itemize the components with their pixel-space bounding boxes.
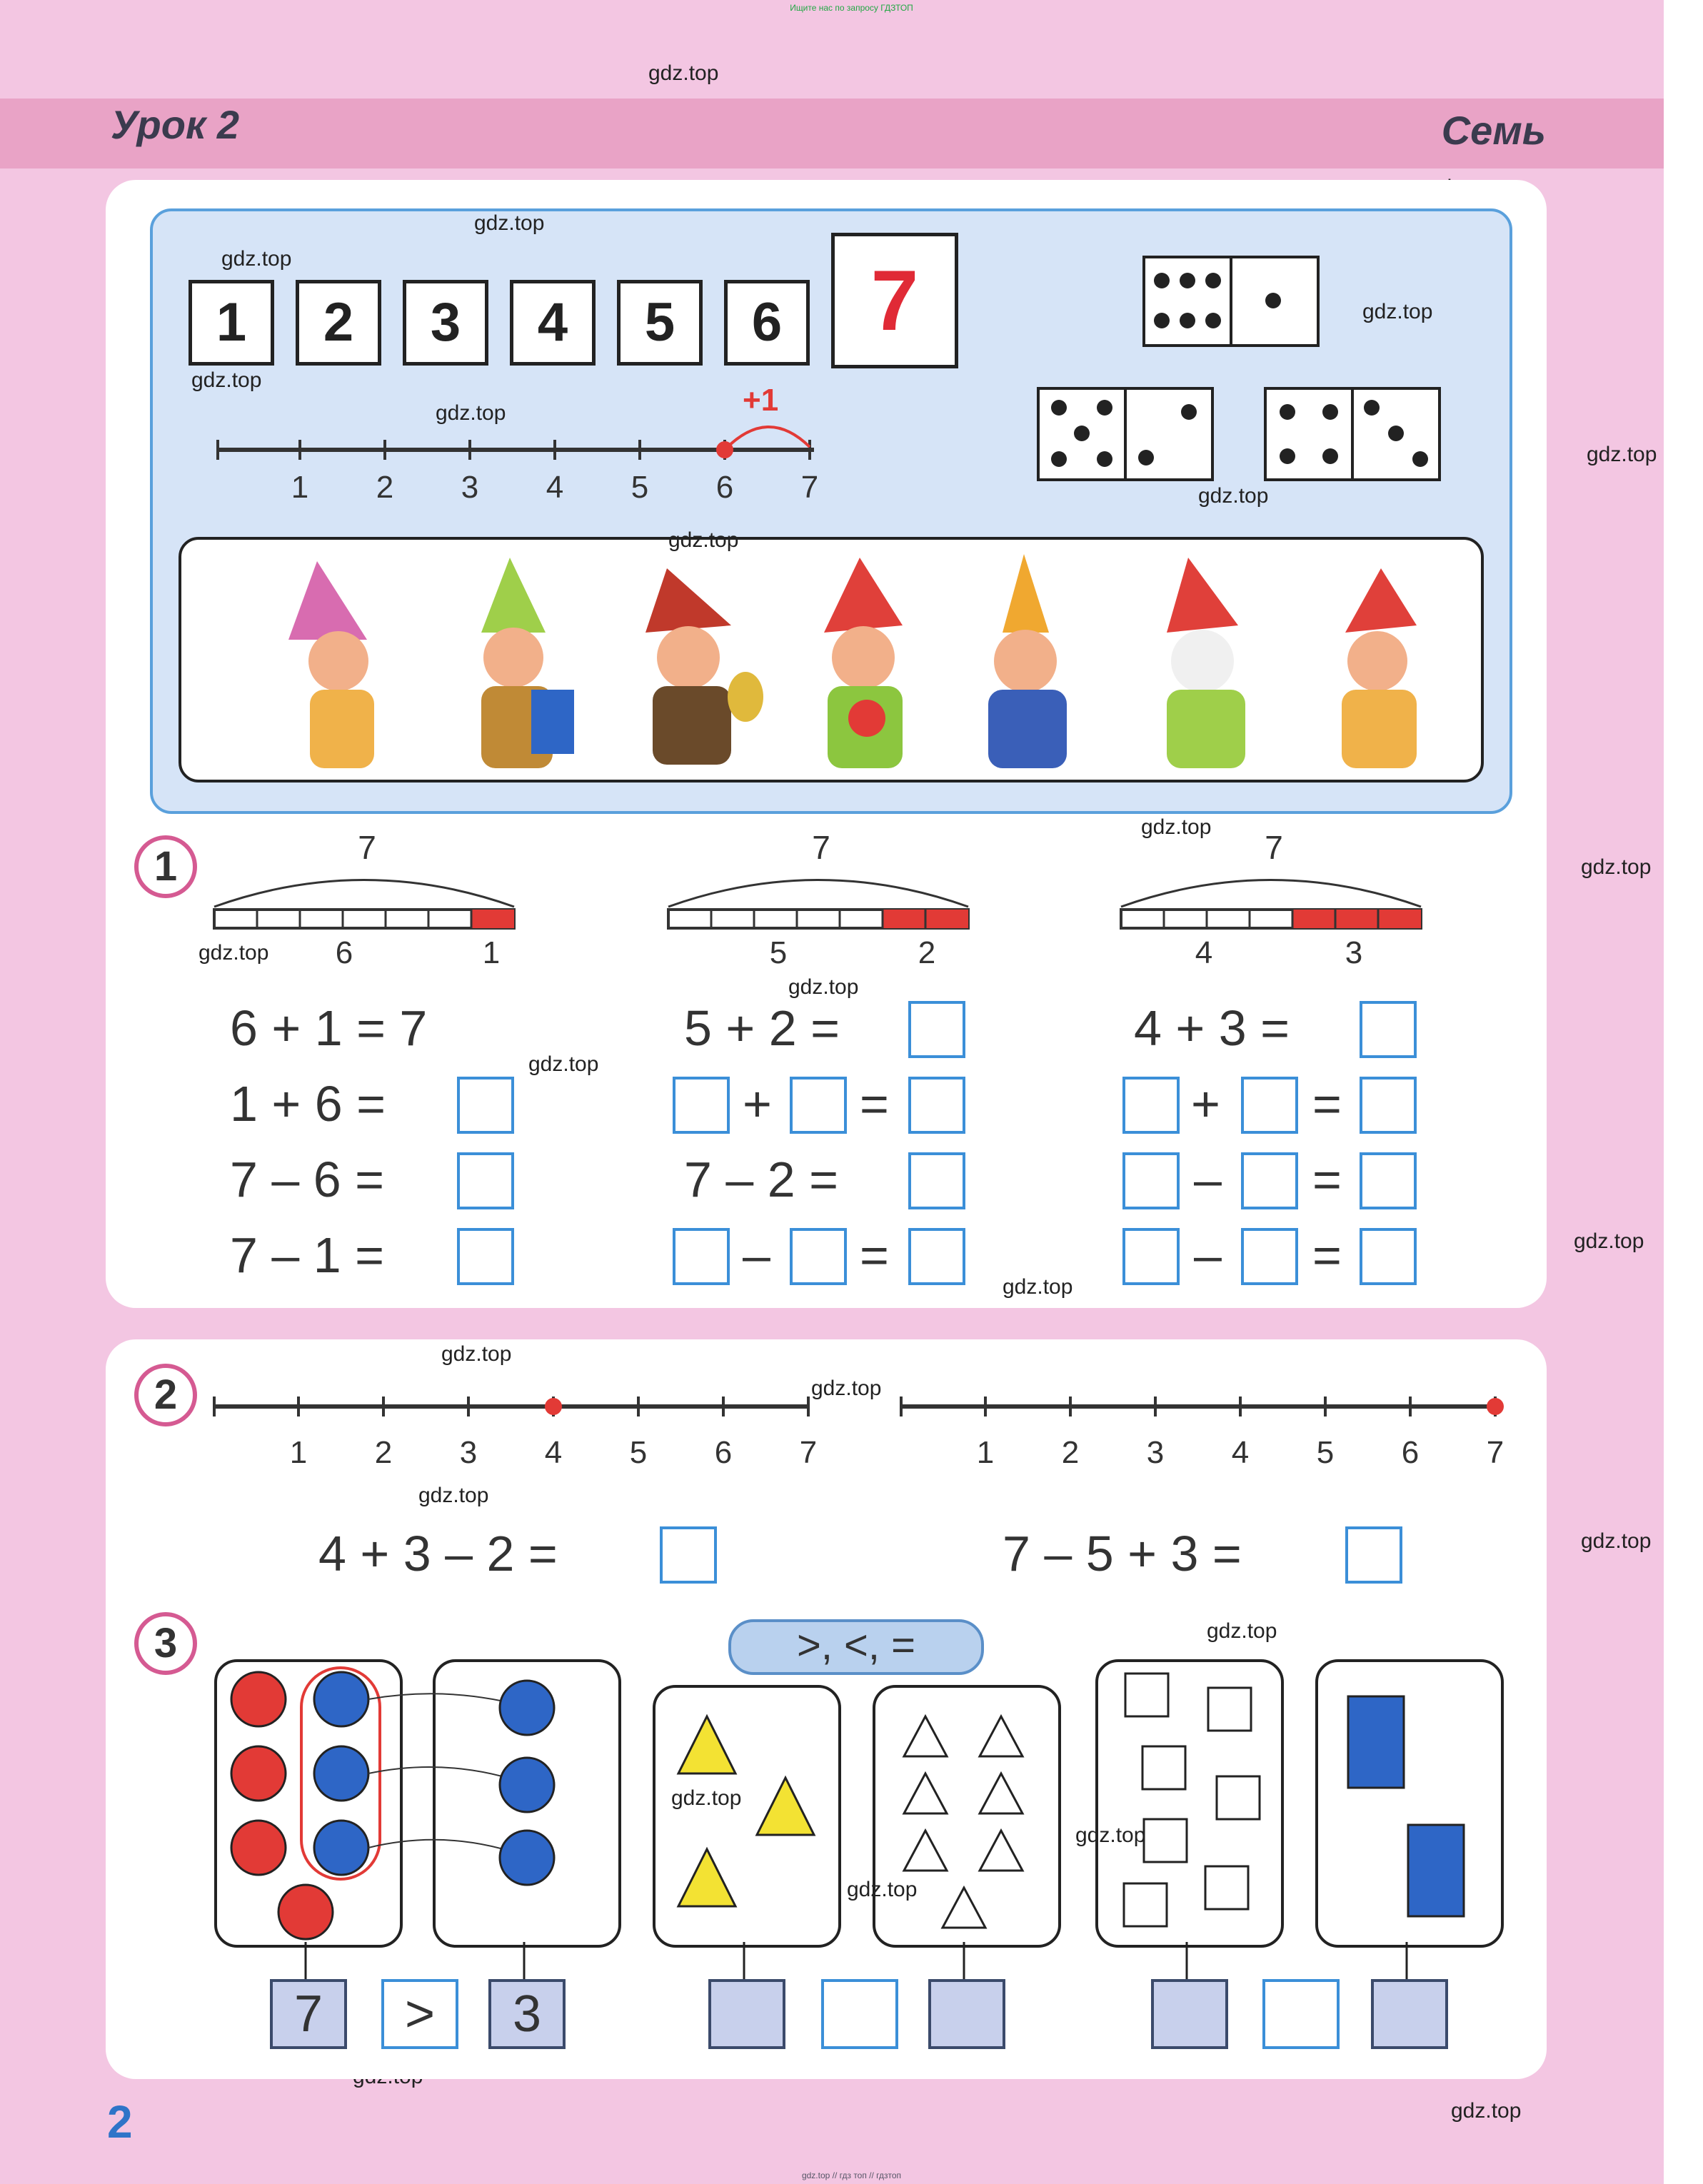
count-box[interactable] <box>708 1979 785 2049</box>
equation: 7 – 6 = <box>230 1152 385 1207</box>
answer-box[interactable] <box>790 1228 847 1285</box>
answer-box[interactable] <box>908 1077 965 1134</box>
tick-label: 3 <box>461 470 479 505</box>
bar-part: 3 <box>1345 935 1363 970</box>
page-edge <box>1664 0 1703 2184</box>
task-number: 2 <box>134 1364 197 1426</box>
answer-box[interactable] <box>1345 1526 1402 1584</box>
gnomes-illustration <box>179 537 1484 782</box>
answer-box[interactable] <box>1122 1152 1180 1209</box>
tick-label: 6 <box>715 470 734 505</box>
answer-box[interactable] <box>673 1077 730 1134</box>
tick-label: 3 <box>459 1435 478 1470</box>
equation: 4 + 3 = <box>1134 1000 1290 1056</box>
watermark: gdz.top <box>221 247 292 271</box>
tick-label: 5 <box>1316 1435 1335 1470</box>
operator: = <box>1312 1152 1342 1207</box>
bar-part: 5 <box>769 935 788 970</box>
count-box[interactable]: 7 <box>270 1979 347 2049</box>
operator: – <box>1194 1227 1222 1283</box>
equation: 1 + 6 = <box>230 1076 386 1132</box>
operator: – <box>743 1227 770 1283</box>
tick-label: 7 <box>799 1435 818 1470</box>
tick-label: 7 <box>1486 1435 1504 1470</box>
tick-label: 7 <box>800 470 819 505</box>
expression: 7 – 5 + 3 = <box>1003 1526 1242 1581</box>
task2-number-lines <box>207 1385 1564 1442</box>
tick-label: 1 <box>976 1435 995 1470</box>
watermark: gdz.top <box>671 1786 742 1810</box>
answer-box[interactable] <box>790 1077 847 1134</box>
operator: = <box>1312 1227 1342 1283</box>
tick-label: 2 <box>376 470 394 505</box>
lesson-title: Урок 2 <box>111 102 240 147</box>
answer-box[interactable] <box>1122 1077 1180 1134</box>
answer-box[interactable] <box>457 1228 514 1285</box>
answer-box[interactable] <box>908 1228 965 1285</box>
domino-6-1 <box>1142 256 1320 347</box>
watermark: gdz.top <box>1141 815 1212 839</box>
number-card-seven: 7 <box>831 233 958 368</box>
bar-part: 1 <box>482 935 501 970</box>
number-card: 6 <box>724 280 810 366</box>
plus-one-label: +1 <box>743 383 779 418</box>
bar-part: 4 <box>1195 935 1213 970</box>
operator: = <box>1312 1076 1342 1132</box>
compare-box[interactable] <box>1262 1979 1340 2049</box>
tick-label: 4 <box>544 1435 563 1470</box>
expression: 4 + 3 – 2 = <box>318 1526 558 1581</box>
answer-box[interactable] <box>457 1152 514 1209</box>
task-number: 1 <box>134 835 197 898</box>
answer-box[interactable] <box>660 1526 717 1584</box>
watermark: gdz.top <box>436 401 506 425</box>
tick-label: 1 <box>291 470 309 505</box>
bar-part: 6 <box>335 935 353 970</box>
watermark: gdz.top <box>474 211 545 235</box>
topic-title: Семь <box>1441 108 1546 153</box>
compare-box[interactable] <box>821 1979 898 2049</box>
top-note: Ищите нас по запросу ГДЗТОП <box>790 3 913 13</box>
operator: – <box>1194 1152 1222 1207</box>
number-card: 2 <box>296 280 381 366</box>
header-band <box>0 99 1664 168</box>
bar-part: 2 <box>918 935 936 970</box>
task-number: 3 <box>134 1612 197 1675</box>
watermark: gdz.top <box>1198 484 1269 508</box>
watermark: gdz.top <box>1003 1275 1073 1299</box>
bar-total: 7 <box>812 829 830 866</box>
watermark: gdz.top <box>1587 443 1657 466</box>
answer-box[interactable] <box>1122 1228 1180 1285</box>
tick-label: 4 <box>1231 1435 1250 1470</box>
operator: + <box>1191 1076 1220 1132</box>
bar-total: 7 <box>358 829 376 866</box>
answer-box[interactable] <box>1360 1152 1417 1209</box>
count-box[interactable] <box>1371 1979 1448 2049</box>
compare-signs: >, <, = <box>728 1619 984 1675</box>
watermark: gdz.top <box>1075 1823 1146 1847</box>
compare-box[interactable]: > <box>381 1979 458 2049</box>
watermark: gdz.top <box>1574 1229 1644 1253</box>
answer-box[interactable] <box>1360 1228 1417 1285</box>
watermark: gdz.top <box>199 941 269 965</box>
watermark: gdz.top <box>811 1377 882 1400</box>
watermark: gdz.top <box>668 528 739 552</box>
tick-label: 2 <box>1061 1435 1080 1470</box>
tick-label: 5 <box>629 1435 648 1470</box>
watermark: gdz.top <box>528 1052 599 1076</box>
watermark: gdz.top <box>1451 2099 1522 2123</box>
number-card: 1 <box>189 280 274 366</box>
answer-box[interactable] <box>1241 1228 1298 1285</box>
tick-label: 3 <box>1146 1435 1165 1470</box>
tick-label: 4 <box>546 470 564 505</box>
answer-box[interactable] <box>1360 1077 1417 1134</box>
operator: = <box>860 1076 889 1132</box>
count-box[interactable] <box>928 1979 1005 2049</box>
tick-label: 6 <box>1401 1435 1420 1470</box>
answer-box[interactable] <box>673 1228 730 1285</box>
watermark: gdz.top <box>1362 300 1433 323</box>
answer-box[interactable] <box>908 1152 965 1209</box>
operator: = <box>860 1227 889 1283</box>
number-card: 4 <box>510 280 596 366</box>
watermark: gdz.top <box>441 1342 512 1366</box>
answer-box[interactable] <box>1360 1001 1417 1058</box>
answer-box[interactable] <box>1241 1077 1298 1134</box>
domino-5-2 <box>1037 387 1214 481</box>
equation: 6 + 1 = 7 <box>230 1000 428 1056</box>
bottom-note: gdz.top // гдз топ // гдзтоп <box>801 2170 902 2180</box>
number-card: 5 <box>617 280 703 366</box>
watermark: gdz.top <box>191 368 262 392</box>
bar-total: 7 <box>1265 829 1283 866</box>
watermark: gdz.top <box>648 61 719 85</box>
answer-box[interactable] <box>1241 1152 1298 1209</box>
equation: 7 – 2 = <box>684 1152 839 1207</box>
tick-label: 1 <box>289 1435 308 1470</box>
watermark: gdz.top <box>847 1878 918 1901</box>
count-box[interactable]: 3 <box>488 1979 566 2049</box>
watermark: gdz.top <box>1207 1619 1277 1643</box>
answer-box[interactable] <box>457 1077 514 1134</box>
watermark: gdz.top <box>1581 1529 1652 1553</box>
gnome-figures <box>181 540 1481 780</box>
watermark: gdz.top <box>1581 855 1652 879</box>
watermark: gdz.top <box>418 1484 489 1507</box>
operator: + <box>743 1076 772 1132</box>
page-number: 2 <box>107 2096 133 2148</box>
answer-box[interactable] <box>908 1001 965 1058</box>
equation: 7 – 1 = <box>230 1227 385 1283</box>
equation: 5 + 2 = <box>684 1000 840 1056</box>
number-card: 3 <box>403 280 488 366</box>
tick-label: 2 <box>374 1435 393 1470</box>
tick-label: 5 <box>631 470 649 505</box>
domino-4-3 <box>1264 387 1441 481</box>
count-box[interactable] <box>1151 1979 1228 2049</box>
watermark: gdz.top <box>788 975 859 999</box>
tick-label: 6 <box>714 1435 733 1470</box>
